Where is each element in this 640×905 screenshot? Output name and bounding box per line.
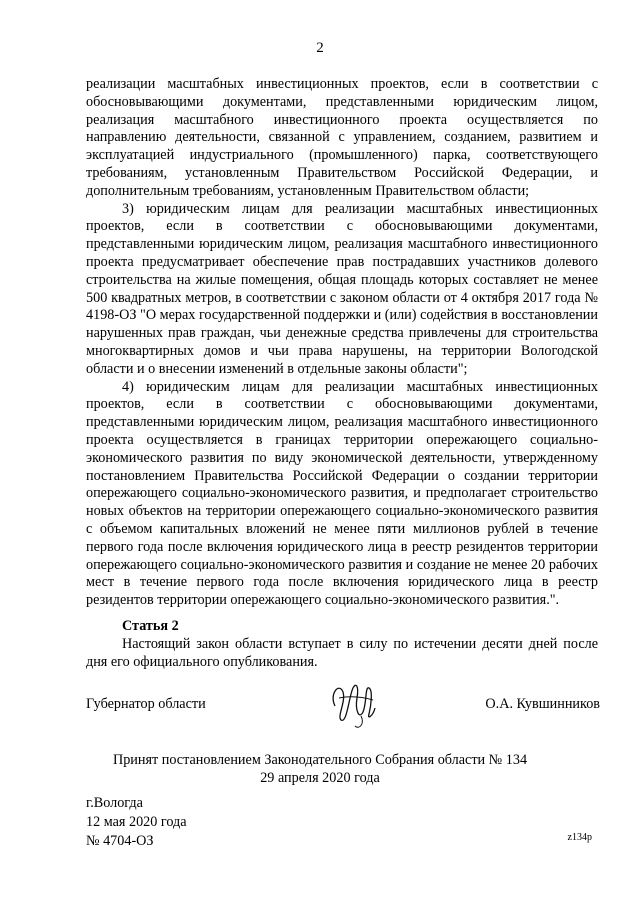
handwritten-signature	[325, 676, 383, 732]
article-title: Статья 2	[122, 617, 179, 634]
governor-title: Губернатор области	[86, 696, 206, 712]
footer-block	[86, 794, 187, 851]
document-code: z134p	[567, 832, 592, 843]
governor-name: О.А. Кувшинников	[485, 696, 600, 712]
page-number: 2	[316, 40, 324, 56]
adoption-line-2: 29 апреля 2020 года	[260, 769, 380, 786]
paragraph-item-4: 4) юридическим лицам для реализации масштабных инвестиционных проектов, если в соответствии с обосновывающими документами, представленными юридическим лицом, реализация масштабного инвестиционного проекта осуществляется в границах территории опережающего социально-экономического развития по виду экономической деятельности, утвержденному постановлением Правительства Российской Федерации о создании территории опережающего социально-экономического развития, и предполагает строительство новых объектов на территории опережающего социально-экономического развития с объемом капитальных вложений не менее пяти миллионов рублей в течение первого года после включения юридического лица в реестр резидентов территории опережающего социально-экономического развития и создание не менее 20 рабочих мест в течение первого года после включения юридического лица в реестр резидентов территории опережающего социально-экономического развития.".	[86, 378, 598, 609]
article-text: Настоящий закон области вступает в силу по истечении десяти дней после дня его официального опубликования.	[86, 635, 598, 670]
footer-date: 12 мая 2020 года	[86, 814, 187, 830]
footer-number: № 4704-ОЗ	[86, 833, 154, 849]
law-body	[86, 76, 598, 671]
paragraph-continuation: реализации масштабных инвестиционных проектов, если в соответствии с обосновывающими документами, представленными юридическим лицом, реализация масштабного инвестиционного проекта осуществляется по направлению деятельности, связанной с управлением, созданием, развитием и эксплуатацией индустриального (промышленного) парка, соответствующего требованиям, установленным Правительством Российской Федерации, и дополнительным требованиям, установленным Правительством области;	[86, 76, 598, 199]
paragraph-item-3: 3) юридическим лицам для реализации масштабных инвестиционных проектов, если в соответствии с обосновывающими документами, представленными юридическим лицом, реализация масштабного инвестиционного проекта предусматривает обеспечение прав пострадавших участников долевого строительства на жилые помещения, общая площадь которых составляет не менее 500 квадратных метров, в соответствии с законом области от 4 октября 2017 года № 4198-ОЗ "О мерах государственной поддержки и (или) содействия в восстановлении нарушенных прав граждан, чьи денежные средства привлечены для строительства многоквартирных домов и чьи права нарушены, на территории Вологодской области и о внесении изменений в отдельные законы области";	[86, 200, 598, 377]
adoption-note	[0, 752, 640, 787]
adoption-line-1: Принят постановлением Законодательного Собрания области № 134	[112, 752, 528, 768]
footer-city: г.Вологда	[86, 795, 143, 811]
